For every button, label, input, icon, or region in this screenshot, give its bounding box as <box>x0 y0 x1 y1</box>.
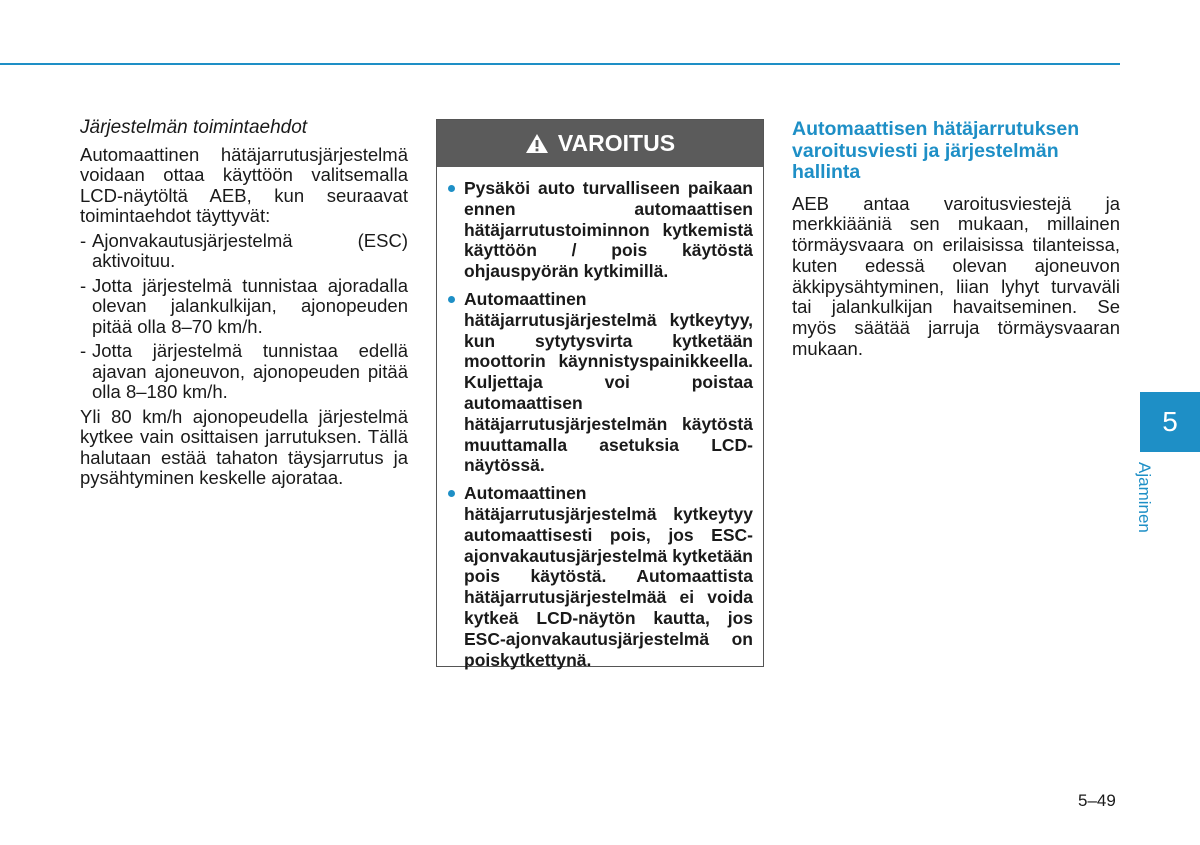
intro-paragraph: Automaattinen hätäjarrutusjärjestelmä voidaan ottaa käyttöön valitsemalla LCD-näytöltä AEB, kun seuraavat toimintaehdot täyttyvät: <box>80 143 408 226</box>
warning-triangle-icon <box>525 133 549 154</box>
list-item: Automaattinen hätäjarrutusjärjestelmä kytkeytyy, kun sytytysvirta kytketään moottorin käynnistyspainikkeella. Kuljettaja voi poistaa automaattisen hätäjarrutusjärjestelmän käytöstä muuttamalla asetuksia LCD-näytössä. <box>464 288 753 476</box>
chapter-label <box>1135 462 1178 542</box>
warning-header <box>437 120 763 167</box>
chapter-number: 5 <box>1162 406 1178 437</box>
page-number: 5–49 <box>1078 791 1116 810</box>
list-item: - Jotta järjestelmä tunnistaa edellä ajavan ajoneuvon, ajonopeuden pitää olla 8–180 km/h. <box>80 341 408 403</box>
section-subheading: Järjestelmän toimintaehdot <box>80 117 308 138</box>
left-column <box>80 118 408 493</box>
right-column <box>792 119 1120 364</box>
chapter-label-text: Ajaminen <box>1135 462 1154 533</box>
section-heading: Automaattisen hätäjarrutuksen varoitusviesti ja järjestelmän hallinta <box>792 118 1080 183</box>
closing-paragraph: Yli 80 km/h ajonopeudella järjestelmä kytkee vain osittaisen jarrutuksen. Tällä halutaan estää tahaton täysjarrutus ja pysähtyminen keskelle ajorataa. <box>80 405 408 488</box>
list-item: Pysäköi auto turvalliseen paikaan ennen automaattisen hätäjarrutustoiminnon kytkemistä käyttöön / pois käytöstä ohjauspyörän kytkimillä. <box>464 178 753 282</box>
warning-box <box>436 119 764 670</box>
list-item: - Ajonvakautusjärjestelmä (ESC) aktivoituu. <box>80 231 408 272</box>
warning-title: VAROITUS <box>557 130 676 156</box>
list-item: Automaattinen hätäjarrutusjärjestelmä kytkeytyy automaattisesti pois, jos ESC-ajonvakautusjärjestelmä kytketään pois käytöstä. Automaattista hätäjarrutusjärjestelmää ei voida kytkeä LCD-näytön kautta, jos ESC-ajonvakautusjärjestelmä on poiskytkettynä. <box>464 483 753 670</box>
warning-list <box>437 178 763 670</box>
list-item: - Jotta järjestelmä tunnistaa ajoradalla olevan jalankulkijan, ajonopeuden pitää olla 8–70 km/h. <box>80 276 408 338</box>
body-paragraph: AEB antaa varoitusviestejä ja merkkiääniä sen mukaan, millainen törmäysvaara on erilaisissa tilanteissa, kuten edessä olevan ajoneuvon äkkipysähtyminen, liian lyhyt turvaväli tai jalankulkijan havaitseminen. Se myös säätää jarruja törmäysvaaran mukaan. <box>792 192 1120 360</box>
chapter-tab <box>1140 392 1200 452</box>
conditions-list <box>80 231 408 403</box>
header-rule <box>0 63 1120 65</box>
